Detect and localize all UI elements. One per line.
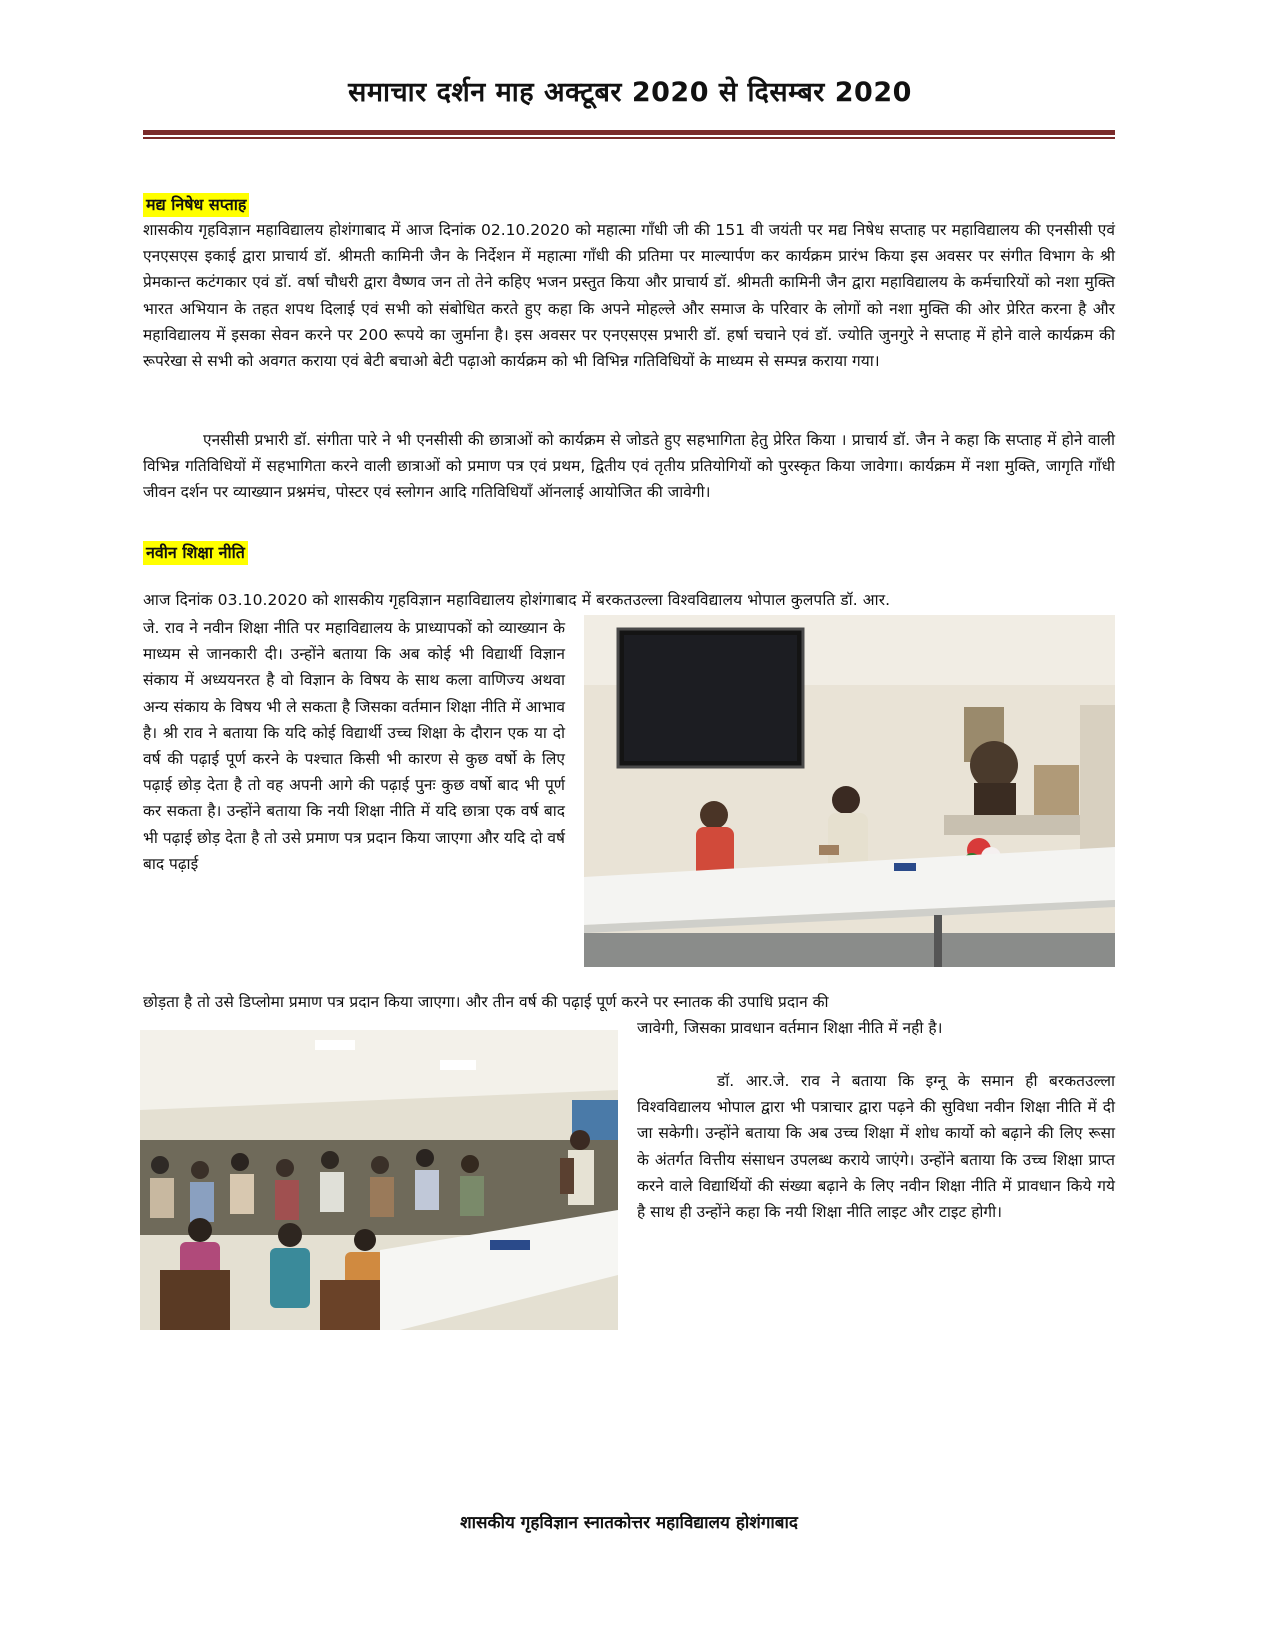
section-heading-new-education-policy: नवीन शिक्षा नीति [143, 541, 248, 565]
paragraph-nep-full-line: छोड़ता है तो उसे डिप्लोमा प्रमाण पत्र प्रदान किया जाएगा। और तीन वर्ष की पढ़ाई पूर्ण करने पर स्नातक की उपाधि प्रदान की [143, 993, 829, 1011]
photo-audience-hall [140, 1030, 618, 1330]
title-divider-thick [143, 130, 1115, 135]
paragraph-nep-left-column: जे. राव ने नवीन शिक्षा नीति पर महाविद्यालय के प्राध्यापकों को व्याख्यान के माध्यम से जानकारी दी। उन्होंने बताया कि अब कोई भी विद्यार्थी विज्ञान संकाय में अध्ययनरत है वो विज्ञान के विषय के साथ कला वाणिज्य अथवा अन्य संकाय के विषय भी ले सकता है जिसका वर्तमान शिक्षा नीति में आभाव है। श्री राव ने बताया कि यदि कोई विद्यार्थी उच्च शिक्षा के दौरान एक या दो वर्ष की पढ़ाई पूर्ण करने के पश्चात किसी भी कारण से कुछ वर्षो के लिए पढ़ाई छोड़ देता है तो वह अपनी आगे की पढ़ाई पुनः कुछ वर्षो बाद भी पूर्ण कर सकता है। उन्होंने बताया कि नयी शिक्षा नीति में यदि छात्रा एक वर्ष बाद भी पढ़ाई छोड़ देता है तो उसे प्रमाण पत्र प्रदान किया जाएगा और यदि दो वर्ष बाद पढ़ाई [143, 619, 565, 873]
photo-guest-lecture-dais [584, 615, 1115, 967]
title-divider-thin [143, 137, 1115, 139]
paragraph-nep-right-line: जावेगी, जिसका प्रावधान वर्तमान शिक्षा नीति में नही है। [637, 1019, 943, 1037]
photo-audience-hall-image [140, 1030, 618, 1330]
paragraph-nep-right-column: डॉ. आर.जे. राव ने बताया कि इग्नू के समान ही बरकतउल्ला विश्वविद्यालय भोपाल द्वारा भी पत्राचार द्वारा पढ़ने की सुविधा नवीन शिक्षा नीति में दी जा सकेगी। उन्होंने बताया कि अब उच्च शिक्षा में शोध कार्यो को बढ़ाने की लिए रूसा के अंतर्गत वित्तीय संसाधन उपलब्ध कराये जाएंगे। उन्होंने बताया कि उच्च शिक्षा प्राप्त करने वाले विद्यार्थियों की संख्या बढ़ाने के लिए नवीन शिक्षा नीति में प्रावधान किये गये है साथ ही उन्होंने कहा कि नयी शिक्षा नीति लाइट और टाइट होगी। [637, 1072, 1115, 1222]
page-footer-college-name: शासकीय गृहविज्ञान स्नातकोत्तर महाविद्यालय होशंगाबाद [460, 1513, 798, 1533]
paragraph-nep-intro: आज दिनांक 03.10.2020 को शासकीय गृहविज्ञान महाविद्यालय होशंगाबाद में बरकतउल्ला विश्वविद्यालय भोपाल कुलपति डॉ. आर. [143, 591, 891, 609]
paragraph-prohibition-week-2: एनसीसी प्रभारी डॉ. संगीता पारे ने भी एनसीसी की छात्राओं को कार्यक्रम से जोडते हुए सहभागिता हेतु प्रेरित किया । प्राचार्य डॉ. जैन ने कहा कि सप्ताह में होने वाली विभिन्न गतिविधियों में सहभागिता करने वाली छात्राओं को प्रमाण पत्र एवं प्रथम, द्वितीय एवं तृतीय प्रतियोगियों को पुरस्कृत किया जावेगा। कार्यक्रम में नशा मुक्ति, जागृति गाँधी जीवन दर्शन पर व्याख्यान प्रश्नमंच, पोस्टर एवं स्लोगन आदि गतिविधियाँ ऑनलाई आयोजित की जावेगी। [143, 431, 1115, 502]
photo-guest-lecture-dais-image [584, 615, 1115, 967]
section-heading-prohibition-week: मद्य निषेध सप्ताह [143, 193, 249, 217]
paragraph-prohibition-week-1: शासकीय गृहविज्ञान महाविद्यालय होशंगाबाद में आज दिनांक 02.10.2020 को महात्मा गाँधी जी की 151 वी जयंती पर मद्य निषेध सप्ताह पर महाविद्यालय की एनसीसी एवं एनएसएस इकाई द्वारा प्राचार्य डॉ. श्रीमती कामिनी जैन के निर्देशन में महात्मा गाँधी की प्रतिमा पर माल्यार्पण कर कार्यक्रम प्रारंभ किया इस अवसर पर संगीत विभाग के श्री प्रेमकान्त कटंगकार एवं डॉ. वर्षा चौधरी द्वारा वैष्णव जन तो तेने कहिए भजन प्रस्तुत किया और प्राचार्य डॉ. श्रीमती कामिनी जैन द्वारा महाविद्यालय के कर्मचारियों को नशा मुक्ति भारत अभियान के तहत शपथ दिलाई एवं सभी को संबोधित करते हुए कहा कि अपने मोहल्ले और समाज के परिवार के लोगों को नशा मुक्ति की ओर प्रेरित करना है और महाविद्यालय में इसका सेवन करने पर 200 रूपये का जुर्माना है। इस अवसर पर एनएसएस प्रभारी डॉ. हर्षा चचाने एवं डॉ. ज्योति जुनगुरे ने सप्ताह में होने वाले कार्यक्रम की रूपरेखा से सभी को अवगत कराया एवं बेटी बचाओ बेटी पढ़ाओ कार्यक्रम को भी विभिन्न गतिविधियों के माध्यम से सम्पन्न कराया गया। [143, 221, 1115, 371]
page-title: समाचार दर्शन माह अक्टूबर 2020 से दिसम्बर 2020 [348, 77, 912, 108]
